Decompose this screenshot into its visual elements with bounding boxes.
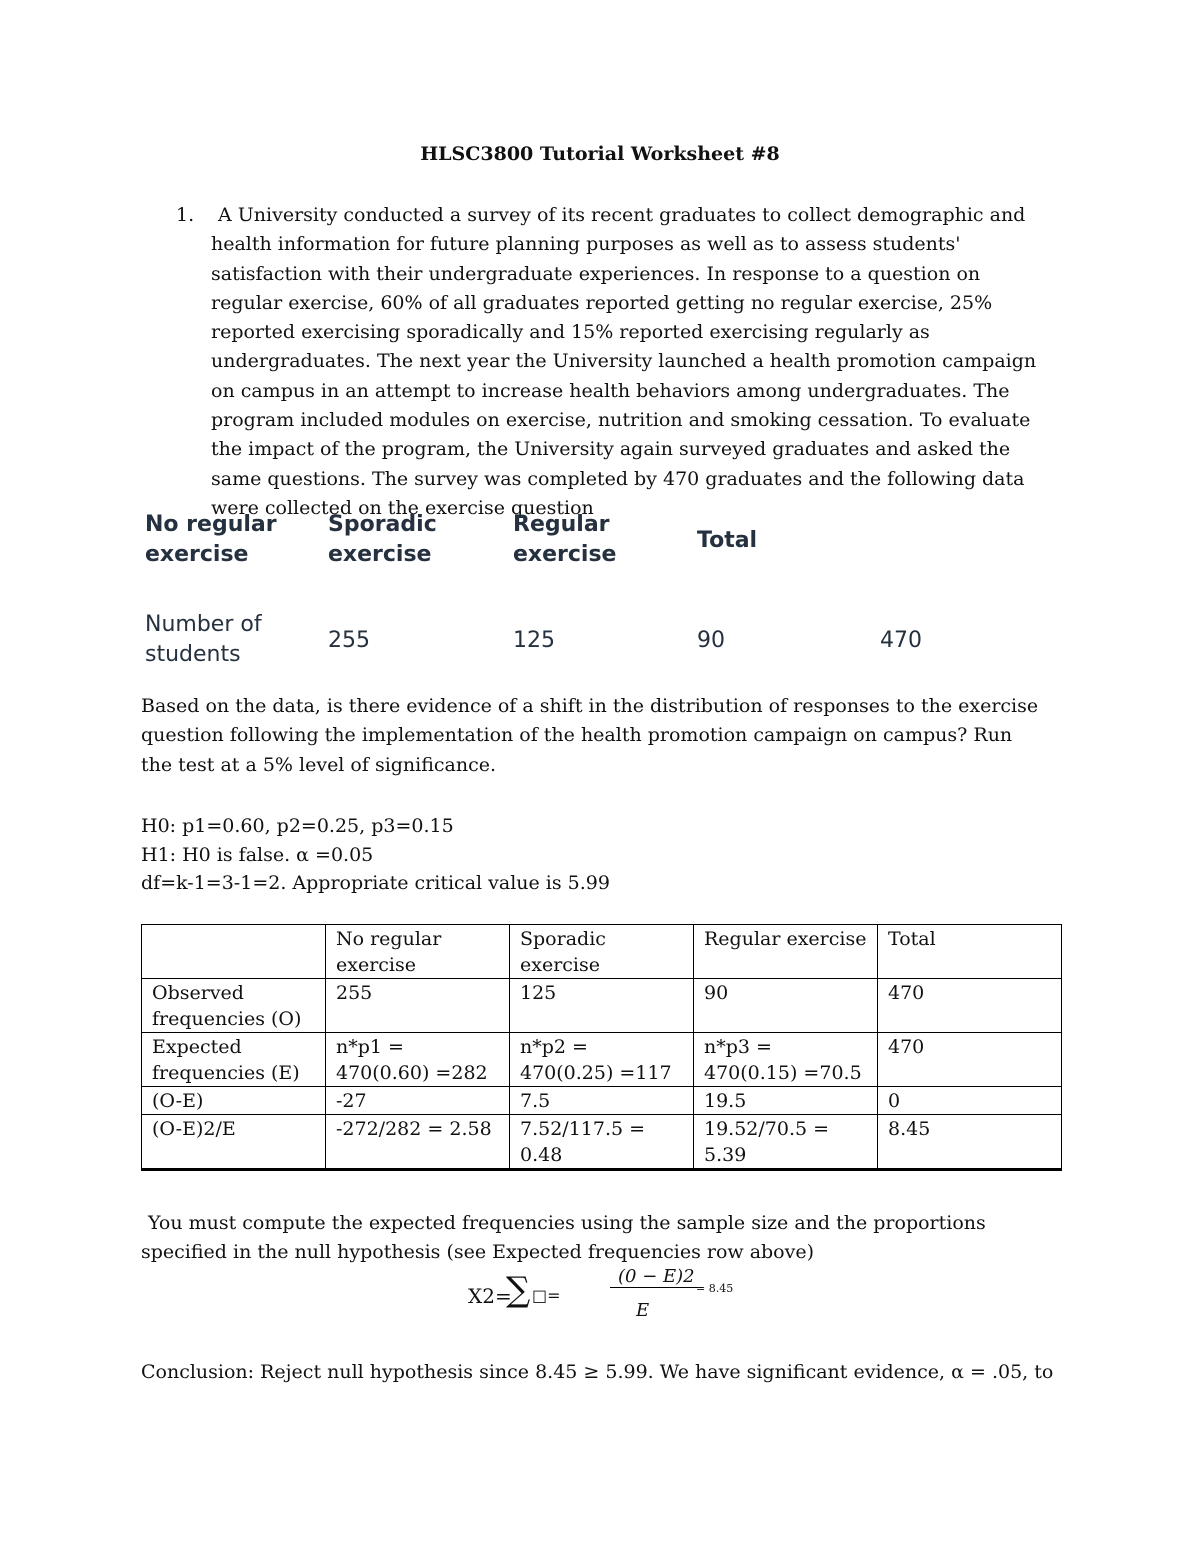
table-header-row: [142, 925, 1062, 979]
null-hypothesis: [141, 812, 610, 841]
page-title: HLSC3800 Tutorial Worksheet #8: [420, 143, 780, 165]
table-cell: -27: [326, 1087, 510, 1115]
header-no-regular: No regular exercise: [145, 512, 277, 567]
table-cell: 19.5: [694, 1087, 878, 1115]
table-cell: 90: [694, 979, 878, 1033]
question-1: [176, 201, 1056, 523]
table-cell: Total: [878, 925, 1062, 979]
formula-lhs: X2=: [468, 1284, 512, 1308]
table-cell: n*p1 = 470(0.60) =282: [326, 1033, 510, 1087]
table-cell: n*p3 = 470(0.15) =70.5: [694, 1033, 878, 1087]
table-cell: Expected frequencies (E): [142, 1033, 326, 1087]
header-regular: Regular exercise: [513, 512, 617, 567]
value-total: 470: [880, 628, 922, 653]
value-regular: 90: [697, 628, 725, 653]
table-cell: 255: [326, 979, 510, 1033]
note-text: You must compute the expected frequencies using the sample size and the proportions specified in the null hypothesis (see Expected frequencies row above): [141, 1212, 986, 1264]
table-cell: Regular exercise: [694, 925, 878, 979]
header-total: Total: [697, 528, 758, 553]
table-cell: (O-E)2/E: [142, 1115, 326, 1170]
table-cell: 19.52/70.5 = 5.39: [694, 1115, 878, 1170]
formula-denominator: E: [636, 1300, 650, 1321]
question-number: 1.: [176, 204, 195, 226]
table-row: [142, 1087, 1062, 1115]
table-cell: Sporadic exercise: [510, 925, 694, 979]
table-row: [142, 1033, 1062, 1087]
header-sporadic: Sporadic exercise: [328, 512, 437, 567]
table-cell: 0: [878, 1087, 1062, 1115]
table-cell: 8.45: [878, 1115, 1062, 1170]
sigma-icon: ∑: [506, 1270, 531, 1310]
table-cell: 7.52/117.5 = 0.48: [510, 1115, 694, 1170]
value-no-regular: 255: [328, 628, 370, 653]
table-row: [142, 1115, 1062, 1170]
table-cell: 470: [878, 1033, 1062, 1087]
table-row: [142, 979, 1062, 1033]
chi-square-table: [141, 924, 1062, 1171]
note-paragraph: [141, 1209, 1041, 1268]
value-sporadic: 125: [513, 628, 555, 653]
h0-text: H0: p1=0.60, p2=0.25, p3=0.15: [141, 815, 454, 837]
table-cell: -272/282 = 2.58: [326, 1115, 510, 1170]
degrees-of-freedom: df=k-1=3-1=2. Appropriate critical value is 5.99: [141, 872, 610, 894]
table-cell: Observed frequencies (O): [142, 979, 326, 1033]
table-cell: No regular exercise: [326, 925, 510, 979]
formula-result: = 8.45: [696, 1282, 734, 1295]
conclusion: Conclusion: Reject null hypothesis since 8.45 ≥ 5.99. We have significant evidence, α = .05, to: [141, 1361, 1054, 1383]
row-label: Number of students: [145, 612, 262, 667]
table-cell: (O-E): [142, 1087, 326, 1115]
table-cell: [142, 925, 326, 979]
table-cell: 125: [510, 979, 694, 1033]
table-cell: 7.5: [510, 1087, 694, 1115]
table-cell: n*p2 = 470(0.25) =117: [510, 1033, 694, 1087]
hypotheses: [141, 812, 610, 898]
table-cell: 470: [878, 979, 1062, 1033]
question-text: A University conducted a survey of its recent graduates to collect demographic and health information for future planning purposes as well as to assess students' satisfaction with their undergraduate experiences. In response to a question on regular exercise, 60% of all graduates reported getting no regular exercise, 25% reported exercising sporadically and 15% reported exercising regularly as undergraduates. The next year the University launched a health promotion campaign on campus in an attempt to increase health behaviors among undergraduates. The program included modules on exercise, nutrition and smoking cessation. To evaluate the impact of the program, the University again surveyed graduates and asked the same questions. The survey was completed by 470 graduates and the following data were collected on the exercise question: [211, 204, 1037, 519]
question-prompt: Based on the data, is there evidence of a shift in the distribution of responses to the exercise question following the implementation of the health promotion campaign on campus? Run the test at a 5% level of significance.: [141, 695, 1039, 776]
placeholder-box-icon: □=: [532, 1286, 561, 1305]
alt-hypothesis: H1: H0 is false. α =0.05: [141, 843, 374, 866]
chi-square-formula: [460, 1262, 760, 1332]
formula-numerator: (0 − E)2: [610, 1266, 703, 1288]
